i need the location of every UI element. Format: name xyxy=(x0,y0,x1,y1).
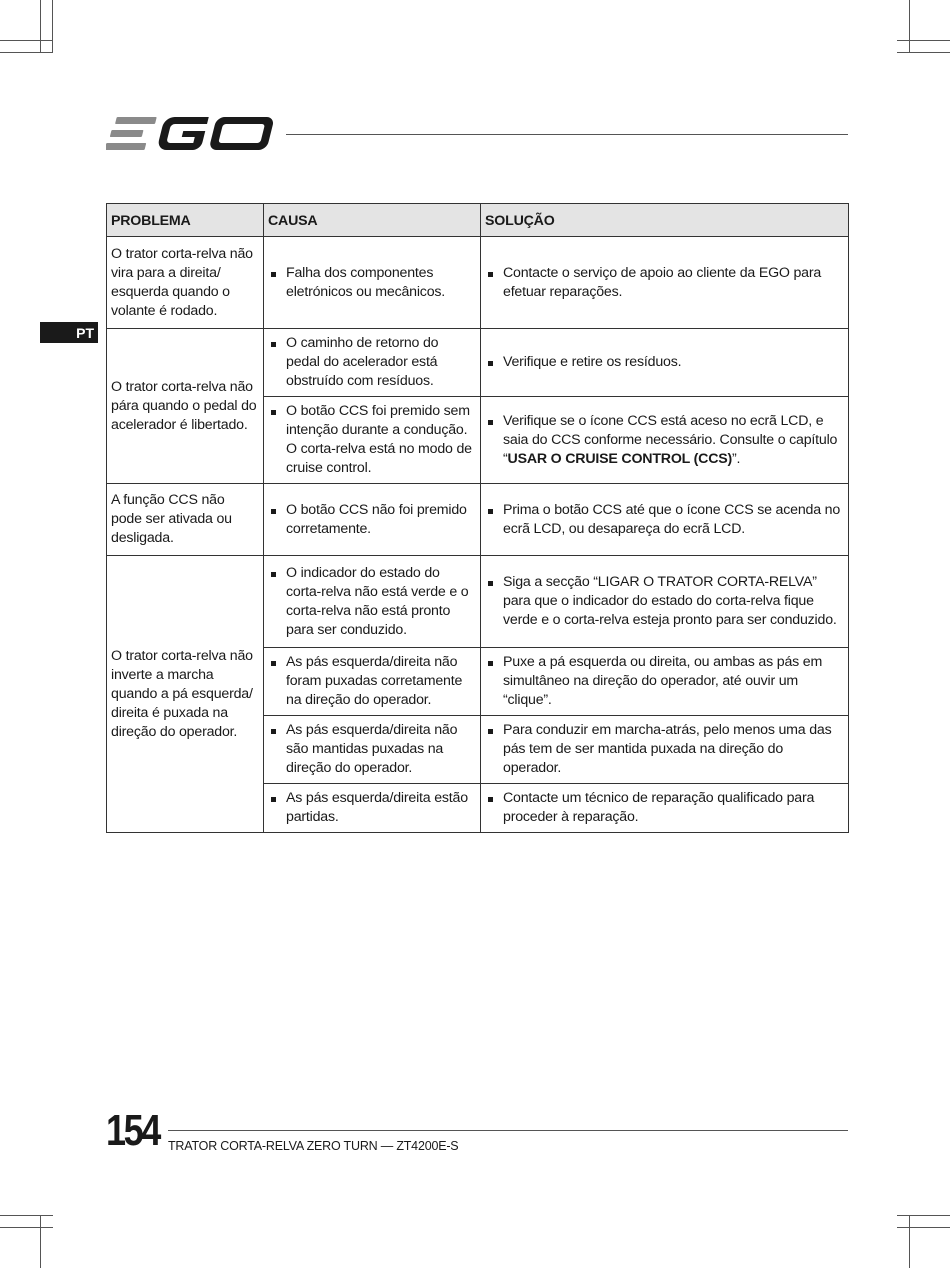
crop-mark xyxy=(909,1215,910,1268)
solution-text: Siga a secção “LIGAR O TRATOR CORTA-RELVA” para que o indicador do estado do corta-relva fique verde e o corta-relva esteja pronto para ser conduzido. xyxy=(503,574,837,628)
bullet-icon xyxy=(488,797,493,802)
crop-mark xyxy=(0,52,53,53)
cause-cell xyxy=(264,716,481,784)
solution-cell xyxy=(481,716,849,784)
bullet-icon xyxy=(271,572,276,577)
crop-mark xyxy=(909,0,910,53)
solution-text: Prima o botão CCS até que o ícone CCS se acenda no ecrã LCD, ou desapareça do ecrã LCD. xyxy=(503,501,841,537)
table-row xyxy=(107,329,849,397)
page-number: 154 xyxy=(106,1106,159,1155)
troubleshooting-table xyxy=(106,203,849,833)
table-row xyxy=(107,556,849,648)
bullet-icon xyxy=(271,729,276,734)
problem-cell: O trator corta-relva não inverte a marcha quando a pá esquerda/ direita é puxada na direção do operador. xyxy=(107,556,264,833)
bullet-icon xyxy=(488,729,493,734)
cause-text: O indicador do estado do corta-relva não está verde e o corta-relva não está pronto para ser conduzido. xyxy=(286,564,469,638)
cause-cell xyxy=(264,237,481,329)
crop-mark xyxy=(40,1215,41,1268)
solution-text: Para conduzir em marcha-atrás, pelo menos uma das pás tem de ser mantida puxada na direção do operador. xyxy=(503,722,832,776)
solution-text: Verifique e retire os resíduos. xyxy=(503,354,682,370)
cause-text: O botão CCS não foi premido corretamente. xyxy=(286,501,467,537)
solution-cell xyxy=(481,397,849,484)
cause-text: As pás esquerda/direita não foram puxadas corretamente na direção do operador. xyxy=(286,654,463,708)
bullet-icon xyxy=(488,581,493,586)
crop-mark xyxy=(0,1215,53,1216)
table-row xyxy=(107,237,849,329)
cause-cell xyxy=(264,556,481,648)
bullet-icon xyxy=(488,509,493,514)
bullet-icon xyxy=(488,420,493,425)
table-header-row xyxy=(107,204,849,237)
bullet-icon xyxy=(271,661,276,666)
cause-text: O botão CCS foi premido sem intenção durante a condução. O corta-relva está no modo de cruise control. xyxy=(286,403,472,476)
cause-cell xyxy=(264,784,481,833)
solution-cell xyxy=(481,329,849,397)
bullet-icon xyxy=(488,272,493,277)
table-row xyxy=(107,484,849,556)
crop-mark xyxy=(40,0,41,53)
crop-mark xyxy=(897,1215,950,1216)
solution-text: Puxe a pá esquerda ou direita, ou ambas as pás em simultâneo na direção do operador, até ouvir um “clique”. xyxy=(503,654,823,708)
footer-title: TRATOR CORTA-RELVA ZERO TURN — ZT4200E-S xyxy=(168,1139,459,1153)
crop-mark xyxy=(897,1227,950,1228)
cause-cell xyxy=(264,329,481,397)
problem-cell: O trator corta-relva não vira para a direita/ esquerda quando o volante é rodado. xyxy=(107,237,264,329)
problem-cell: O trator corta-relva não pára quando o pedal do acelerador é libertado. xyxy=(107,329,264,484)
cause-cell xyxy=(264,484,481,556)
bullet-icon xyxy=(271,342,276,347)
solution-cell xyxy=(481,556,849,648)
cause-text: As pás esquerda/direita não são mantidas puxadas na direção do operador. xyxy=(286,722,458,776)
bullet-icon xyxy=(488,661,493,666)
solution-cell xyxy=(481,484,849,556)
cause-text: O caminho de retorno do pedal do acelerador está obstruído com resíduos. xyxy=(286,335,439,389)
header-solution: SOLUÇÃO xyxy=(481,204,849,237)
header-problem: PROBLEMA xyxy=(107,204,264,237)
footer-rule xyxy=(168,1130,848,1131)
problem-cell: A função CCS não pode ser ativada ou desligada. xyxy=(107,484,264,556)
bullet-icon xyxy=(271,410,276,415)
solution-cell xyxy=(481,784,849,833)
bullet-icon xyxy=(488,361,493,366)
solution-text xyxy=(503,412,844,469)
header-rule xyxy=(286,134,848,135)
ego-logo xyxy=(106,112,276,154)
crop-mark xyxy=(897,52,950,53)
solution-text: Contacte o serviço de apoio ao cliente da EGO para efetuar reparações. xyxy=(503,264,822,300)
crop-mark xyxy=(897,40,950,41)
header-cause: CAUSA xyxy=(264,204,481,237)
solution-cell xyxy=(481,648,849,716)
crop-mark xyxy=(52,0,53,53)
cause-cell xyxy=(264,397,481,484)
chapter-reference: USAR O CRUISE CONTROL (CCS) xyxy=(507,450,733,467)
language-tab: PT xyxy=(40,322,98,343)
crop-mark xyxy=(0,1227,53,1228)
cause-text: Falha dos componentes eletrónicos ou mecânicos. xyxy=(286,264,446,300)
solution-text-pre: Verifique se o ícone CCS está aceso no ecrã LCD, e saia do CCS conforme necessário. Consulte o capítulo “ xyxy=(503,412,838,467)
cause-cell xyxy=(264,648,481,716)
crop-mark xyxy=(0,40,53,41)
bullet-icon xyxy=(271,797,276,802)
solution-text: Contacte um técnico de reparação qualificado para proceder à reparação. xyxy=(503,790,815,825)
bullet-icon xyxy=(271,272,276,277)
solution-text-post: ”. xyxy=(732,450,741,467)
cause-text: As pás esquerda/direita estão partidas. xyxy=(286,790,468,825)
solution-cell xyxy=(481,237,849,329)
bullet-icon xyxy=(271,509,276,514)
